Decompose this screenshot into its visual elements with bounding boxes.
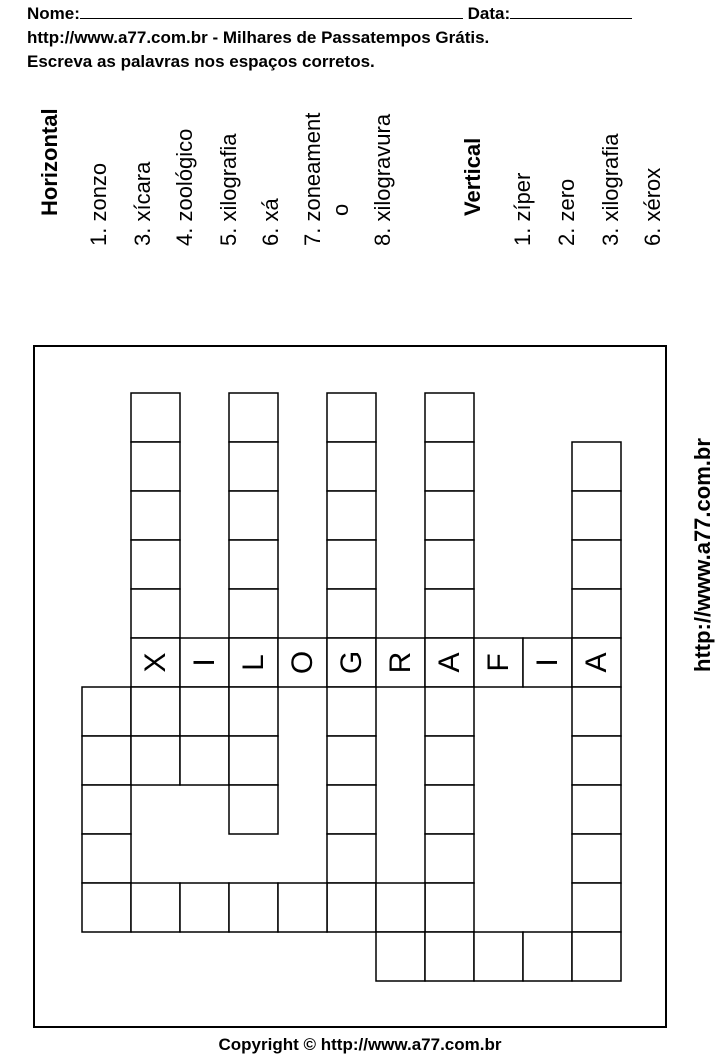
grid-cell[interactable] bbox=[82, 687, 131, 736]
grid-cell[interactable] bbox=[327, 834, 376, 883]
given-letter: I bbox=[531, 658, 564, 667]
name-label: Nome: bbox=[27, 4, 80, 23]
given-letter: I bbox=[188, 658, 221, 667]
given-letter: L bbox=[237, 654, 270, 671]
grid-cell[interactable] bbox=[229, 736, 278, 785]
grid-cell[interactable] bbox=[229, 883, 278, 932]
grid-cell[interactable] bbox=[82, 785, 131, 834]
grid-cell[interactable] bbox=[180, 736, 229, 785]
clue-h-5: 5. xilografia bbox=[216, 133, 241, 246]
grid-cell[interactable] bbox=[229, 540, 278, 589]
given-letter: O bbox=[286, 650, 319, 675]
grid-cell[interactable] bbox=[82, 736, 131, 785]
grid-cell[interactable] bbox=[327, 883, 376, 932]
grid-cell[interactable] bbox=[327, 491, 376, 540]
grid-cell[interactable] bbox=[474, 932, 523, 981]
grid-cell[interactable] bbox=[229, 589, 278, 638]
grid-cell[interactable] bbox=[425, 883, 474, 932]
grid-cell[interactable] bbox=[572, 540, 621, 589]
clue-h-3: 3. xícara bbox=[130, 161, 155, 246]
grid-cell[interactable] bbox=[425, 785, 474, 834]
clue-v-2: 2. zero bbox=[554, 178, 579, 246]
grid-cell[interactable] bbox=[327, 589, 376, 638]
grid-cell[interactable] bbox=[131, 589, 180, 638]
grid-cell[interactable] bbox=[572, 785, 621, 834]
clue-v-1: 1. zíper bbox=[510, 172, 535, 246]
clue-h-4: 4. zoológico bbox=[172, 128, 197, 246]
copyright: Copyright © http://www.a77.com.br bbox=[218, 1035, 502, 1054]
grid-cell[interactable] bbox=[82, 883, 131, 932]
clue-v-6: 6. xérox bbox=[640, 167, 665, 246]
given-letter: X bbox=[139, 652, 172, 673]
grid-cell[interactable] bbox=[278, 883, 327, 932]
grid-cell[interactable] bbox=[180, 883, 229, 932]
grid-cell[interactable] bbox=[180, 687, 229, 736]
grid-cell[interactable] bbox=[425, 442, 474, 491]
grid-cell[interactable] bbox=[327, 540, 376, 589]
grid-cell[interactable] bbox=[131, 442, 180, 491]
clue-h-7-wrap: o bbox=[328, 203, 353, 216]
grid-cell[interactable] bbox=[131, 491, 180, 540]
grid-cell[interactable] bbox=[425, 687, 474, 736]
grid-cell[interactable] bbox=[131, 393, 180, 442]
grid-cell[interactable] bbox=[131, 883, 180, 932]
given-letter: R bbox=[384, 651, 417, 674]
grid-cell[interactable] bbox=[131, 736, 180, 785]
grid-cell[interactable] bbox=[376, 883, 425, 932]
grid-cell[interactable] bbox=[572, 736, 621, 785]
grid-cell[interactable] bbox=[425, 491, 474, 540]
grid-cell[interactable] bbox=[131, 540, 180, 589]
site-line: http://www.a77.com.br - Milhares de Passatempos Grátis. bbox=[27, 28, 490, 47]
grid-cell[interactable] bbox=[327, 442, 376, 491]
grid-cell[interactable] bbox=[425, 736, 474, 785]
grid-cell[interactable] bbox=[131, 687, 180, 736]
clue-v-3: 3. xilografia bbox=[598, 133, 623, 246]
grid-cell[interactable] bbox=[425, 540, 474, 589]
date-label: Data: bbox=[467, 4, 511, 23]
grid-cell[interactable] bbox=[82, 834, 131, 883]
side-url: http://www.a77.com.br bbox=[690, 438, 715, 672]
grid-cell[interactable] bbox=[327, 785, 376, 834]
grid-cell[interactable] bbox=[425, 393, 474, 442]
grid-cell[interactable] bbox=[327, 687, 376, 736]
grid-cell[interactable] bbox=[229, 491, 278, 540]
grid-cell[interactable] bbox=[229, 687, 278, 736]
grid-cell[interactable] bbox=[229, 393, 278, 442]
grid-cell[interactable] bbox=[572, 883, 621, 932]
grid-cell[interactable] bbox=[523, 932, 572, 981]
grid-cell[interactable] bbox=[572, 932, 621, 981]
grid-cell[interactable] bbox=[327, 736, 376, 785]
grid-cell[interactable] bbox=[425, 589, 474, 638]
grid-cell[interactable] bbox=[572, 589, 621, 638]
vertical-title: Vertical bbox=[460, 137, 485, 216]
grid-cell[interactable] bbox=[376, 932, 425, 981]
clue-h-7: 7. zoneament bbox=[300, 112, 325, 246]
given-letter: G bbox=[335, 650, 368, 675]
given-letter: A bbox=[433, 652, 466, 673]
horizontal-title: Horizontal bbox=[37, 108, 62, 216]
grid-cell[interactable] bbox=[229, 785, 278, 834]
clue-h-8: 8. xilogravura bbox=[370, 113, 395, 246]
grid-cell[interactable] bbox=[229, 442, 278, 491]
given-letter: F bbox=[482, 653, 515, 672]
clue-h-1: 1. zonzo bbox=[86, 162, 111, 246]
grid-cell[interactable] bbox=[572, 834, 621, 883]
grid-cell[interactable] bbox=[572, 491, 621, 540]
instructions: Escreva as palavras nos espaços corretos. bbox=[27, 52, 375, 71]
grid-cell[interactable] bbox=[572, 687, 621, 736]
grid-cell[interactable] bbox=[572, 442, 621, 491]
grid-cell[interactable] bbox=[425, 932, 474, 981]
given-letter: A bbox=[580, 652, 613, 673]
grid-cell[interactable] bbox=[327, 393, 376, 442]
clue-h-6: 6. xá bbox=[258, 198, 283, 246]
grid-cell[interactable] bbox=[425, 834, 474, 883]
